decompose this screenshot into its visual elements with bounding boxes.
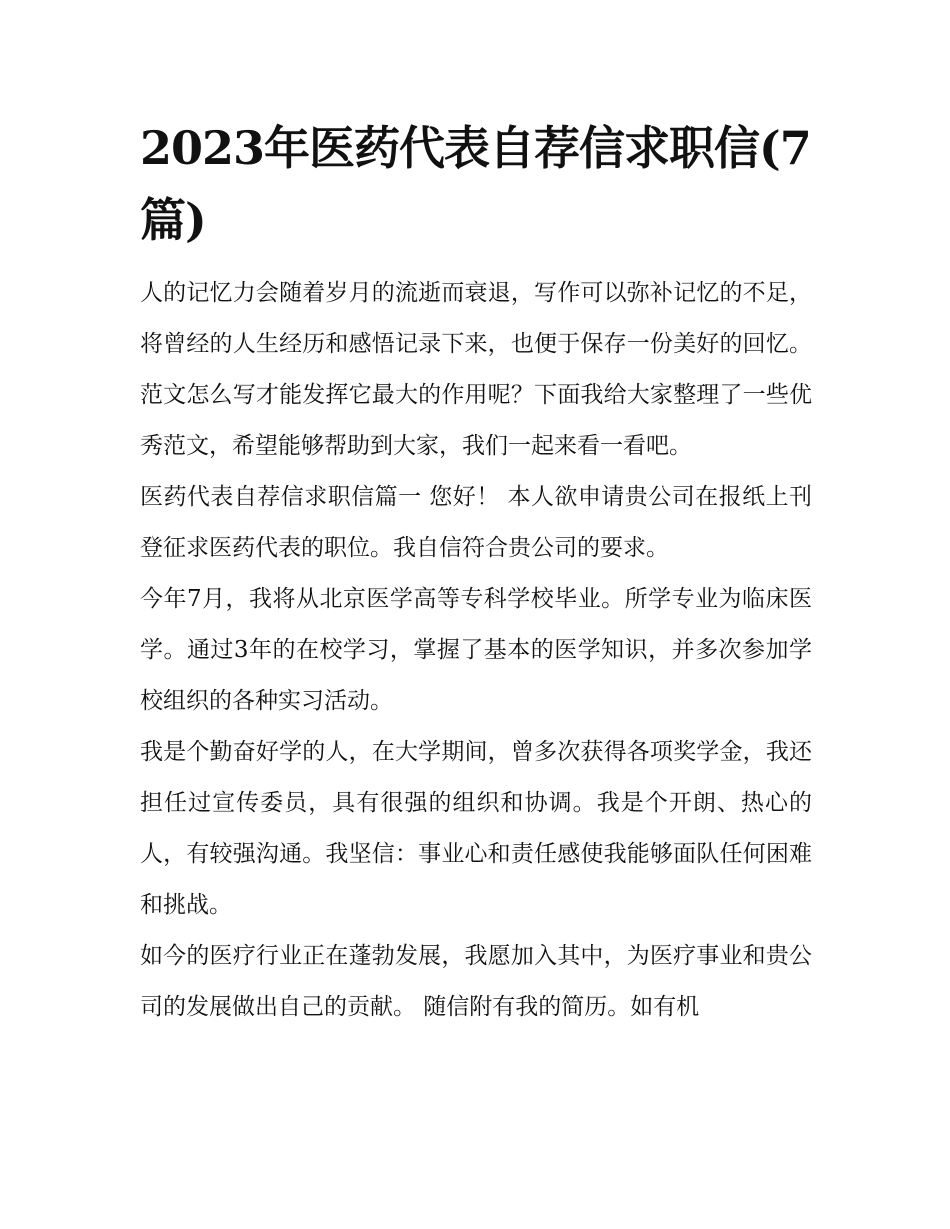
paragraph-personality: 我是个勤奋好学的人，在大学期间，曾多次获得各项奖学金，我还担任过宣传委员，具有很强的组织和协调。我是个开朗、热心的人，有较强沟通。我坚信：事业心和责任感使我能够面队任何困难和挑战。 bbox=[140, 739, 812, 918]
paragraph-education: 今年7月，我将从北京医学高等专科学校毕业。所学专业为临床医学。通过3年的在校学习，掌握了基本的医学知识，并多次参加学校组织的各种实习活动。 bbox=[140, 586, 812, 714]
document-page bbox=[140, 112, 812, 1033]
paragraph-greeting: 医药代表自荐信求职信篇一 您好！ 本人欲申请贵公司在报纸上刊登征求医药代表的职位。我自信符合贵公司的要求。 bbox=[140, 484, 812, 561]
title-block bbox=[140, 112, 812, 256]
paragraph-intro: 人的记忆力会随着岁月的流逝而衰退，写作可以弥补记忆的不足，将曾经的人生经历和感悟记录下来，也便于保存一份美好的回忆。范文怎么写才能发挥它最大的作用呢？下面我给大家整理了一些优秀范文，希望能够帮助到大家，我们一起来看一看吧。 bbox=[140, 280, 812, 459]
paragraph-closing: 如今的医疗行业正在蓬勃发展，我愿加入其中，为医疗事业和贵公司的发展做出自己的贡献。 随信附有我的简历。如有机 bbox=[140, 943, 812, 1020]
document-title: 2023年医药代表自荐信求职信(7篇) bbox=[140, 121, 811, 247]
